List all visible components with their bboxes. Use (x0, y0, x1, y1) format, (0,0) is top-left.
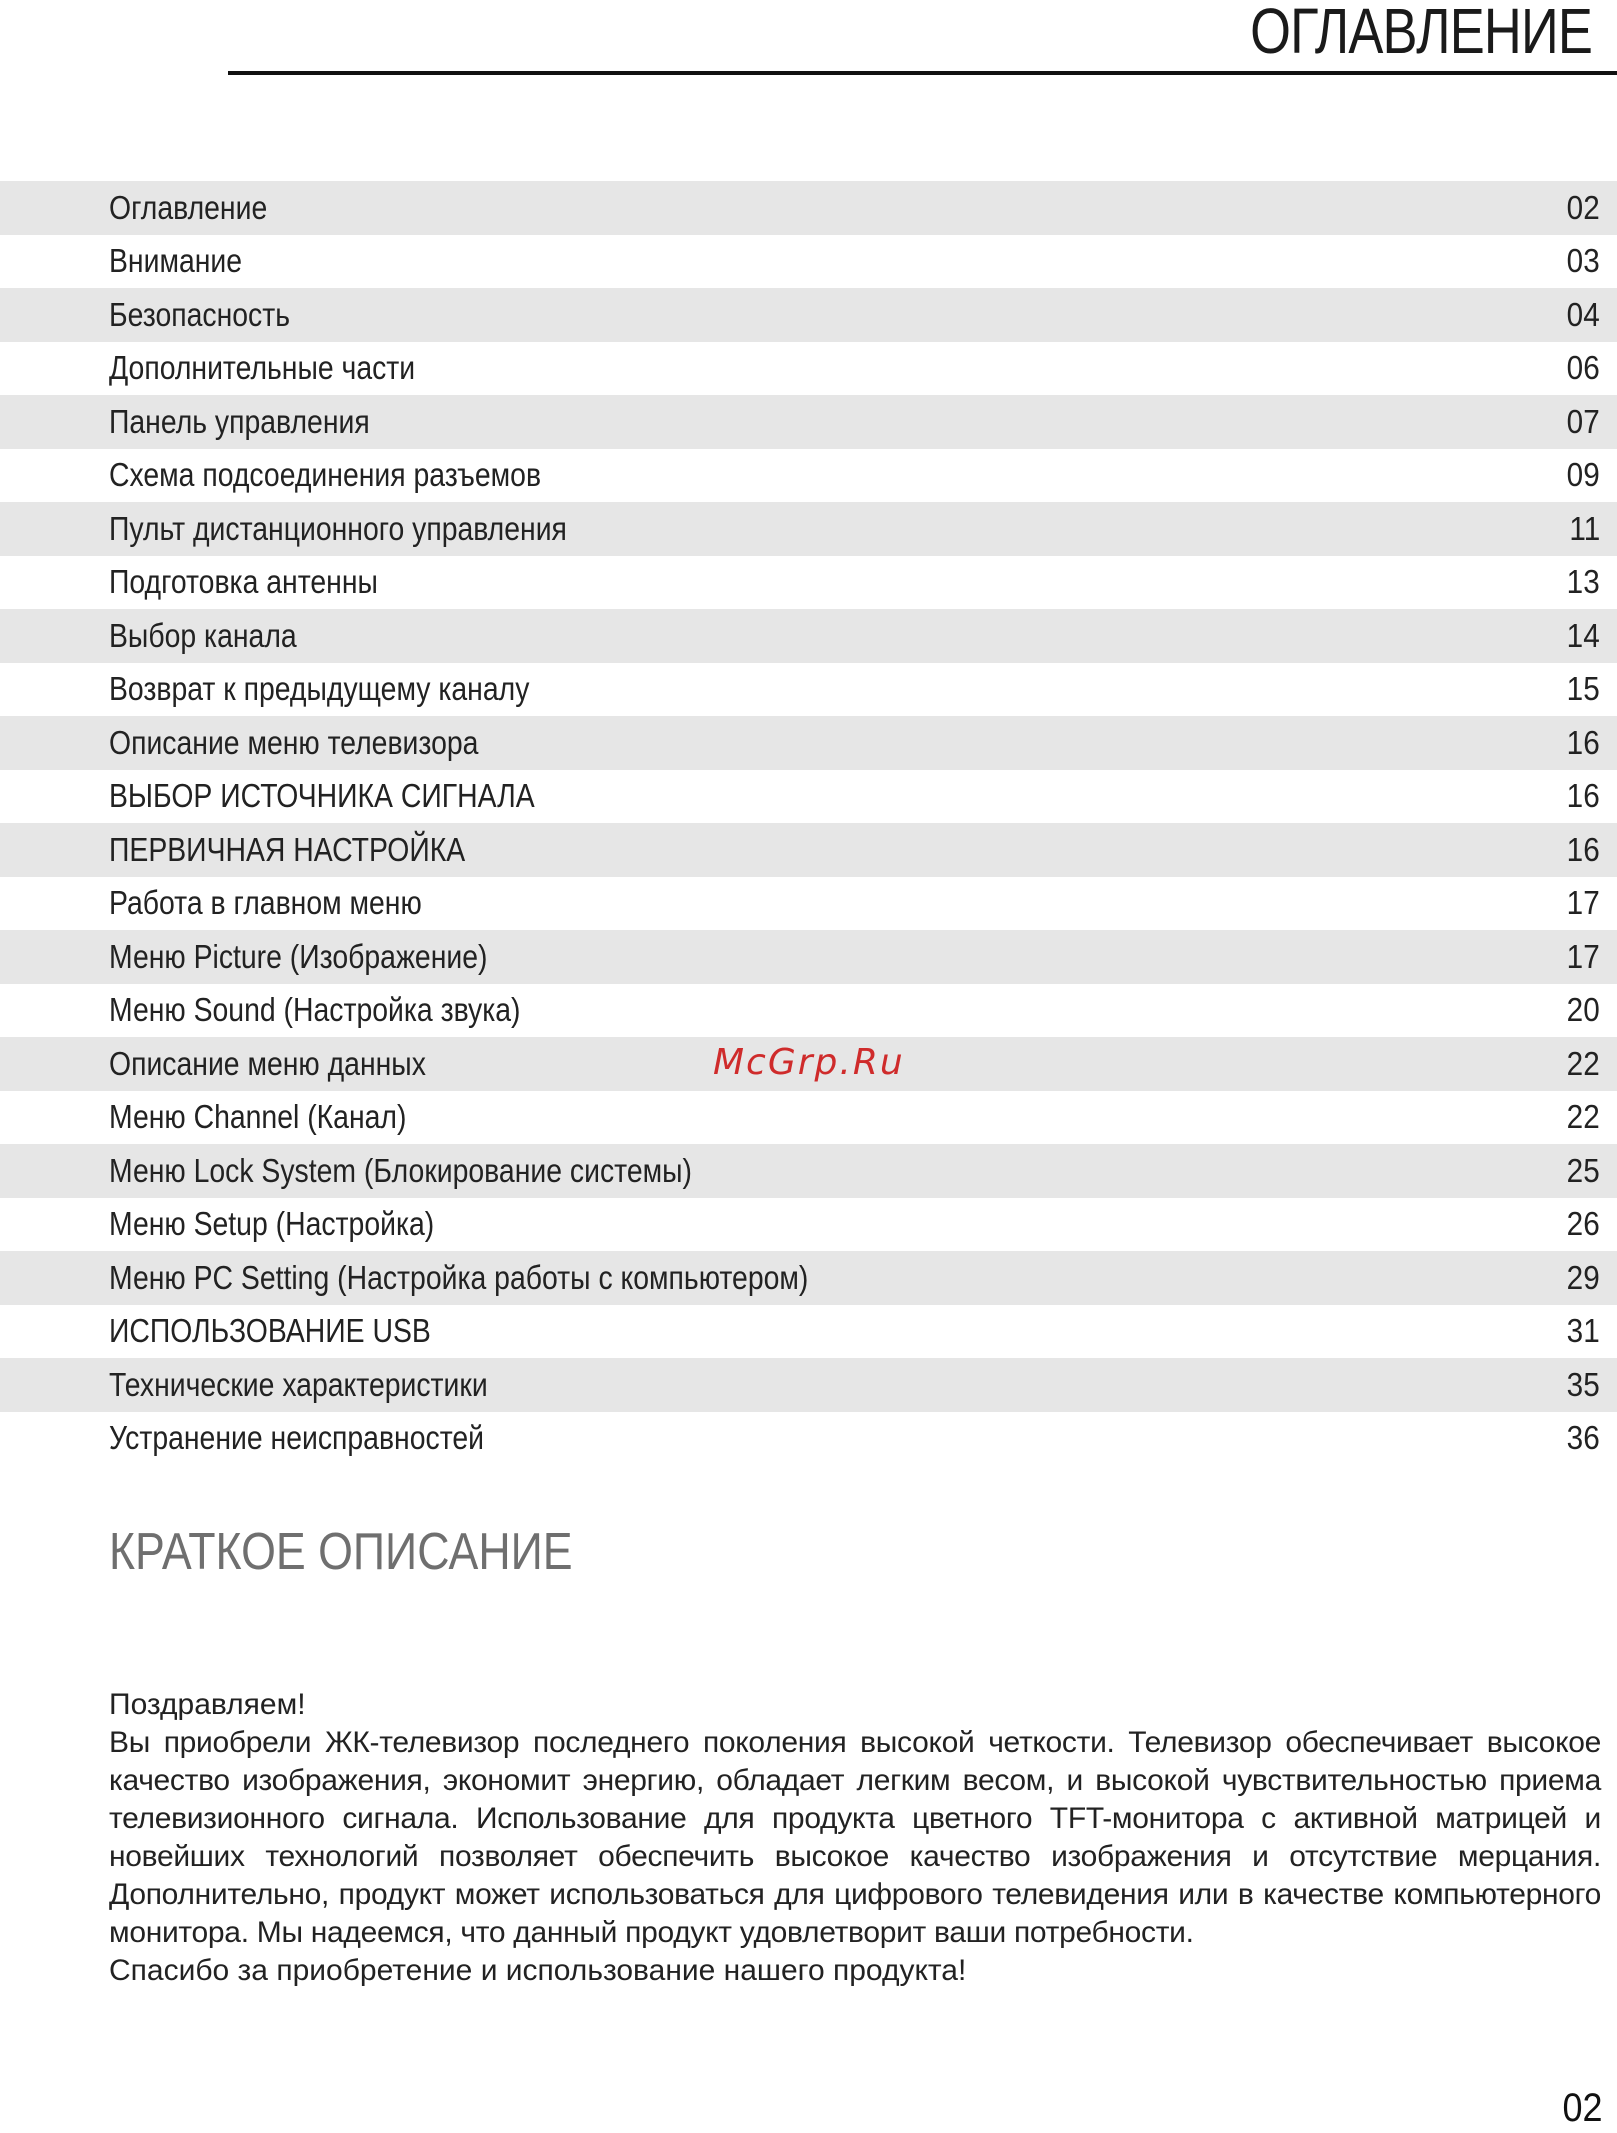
watermark-logo: McGrp.Ru (713, 1042, 905, 1083)
toc-row[interactable] (0, 235, 1617, 289)
section-heading: КРАТКОЕ ОПИСАНИЕ (109, 1523, 573, 1581)
toc-item-page: 36 (1566, 1419, 1600, 1457)
toc-item-page: 11 (1569, 509, 1600, 547)
toc-item-label: Меню Picture (Изображение) (109, 937, 488, 975)
toc-item-page: 06 (1566, 349, 1600, 387)
toc-item-page: 04 (1566, 295, 1600, 333)
toc-item-label: Безопасность (109, 295, 291, 333)
toc-item-page: 22 (1566, 1098, 1600, 1136)
toc-row[interactable] (0, 1144, 1617, 1198)
toc-row[interactable] (0, 1412, 1617, 1466)
page-number: 02 (1561, 2086, 1602, 2130)
toc-item-label: Технические характеристики (109, 1365, 488, 1403)
toc-item-page: 22 (1566, 1044, 1600, 1082)
toc-row[interactable] (0, 877, 1617, 931)
intro-text (109, 1686, 1601, 1990)
toc-item-label: Устранение неисправностей (109, 1419, 485, 1457)
toc-item-page: 29 (1566, 1258, 1600, 1296)
thanks-line: Спасибо за приобретение и использование нашего продукта! (109, 1954, 967, 1987)
toc-item-page: 31 (1566, 1312, 1600, 1350)
toc-row[interactable] (0, 181, 1617, 235)
toc-item-label: Описание меню телевизора (109, 723, 479, 761)
toc-item-page: 16 (1566, 830, 1600, 868)
table-of-contents (0, 181, 1617, 1465)
intro-paragraph: Вы приобрели ЖК-телевизор последнего поколения высокой четкости. Телевизор обеспечивает высокое качество изображения, экономит энергию, обладает легким весом, и высокой чувствительностью приема телевизионного сигнала. Использование для продукта цветного TFT-монитора с активной матрицей и новейших технологий позволяет обеспечить высокое качество изображения и отсутствие мерцания. Дополнительно, продукт может использоваться для цифрового телевидения или в качестве компьютерного монитора. Мы надеемся, что данный продукт удовлетворит ваши потребности. (109, 1726, 1601, 1949)
toc-item-page: 14 (1566, 616, 1600, 654)
toc-row[interactable] (0, 984, 1617, 1038)
toc-item-page: 17 (1566, 937, 1600, 975)
toc-item-label: Оглавление (109, 188, 268, 226)
page-title: ОГЛАВЛЕНИЕ (1249, 0, 1592, 67)
toc-item-label: ВЫБОР ИСТОЧНИКА СИГНАЛА (109, 777, 535, 815)
toc-item-page: 26 (1566, 1205, 1600, 1243)
toc-item-page: 03 (1566, 242, 1600, 280)
toc-row[interactable] (0, 823, 1617, 877)
toc-item-page: 16 (1566, 777, 1600, 815)
toc-row[interactable] (0, 342, 1617, 396)
toc-item-label: Работа в главном меню (109, 884, 422, 922)
toc-item-page: 25 (1566, 1151, 1600, 1189)
toc-item-page: 35 (1566, 1365, 1600, 1403)
toc-row[interactable] (0, 1358, 1617, 1412)
toc-item-label: Меню Channel (Канал) (109, 1098, 407, 1136)
toc-row[interactable] (0, 1091, 1617, 1145)
toc-item-label: Дополнительные части (109, 349, 416, 387)
toc-row[interactable] (0, 288, 1617, 342)
toc-item-page: 16 (1566, 723, 1600, 761)
toc-item-label: Возврат к предыдущему каналу (109, 670, 530, 708)
toc-item-label: Меню Setup (Настройка) (109, 1205, 435, 1243)
toc-item-label: Пульт дистанционного управления (109, 509, 567, 547)
toc-item-label: Описание меню данных (109, 1044, 426, 1082)
toc-row[interactable] (0, 502, 1617, 556)
toc-item-label: Выбор канала (109, 616, 297, 654)
toc-row[interactable] (0, 716, 1617, 770)
toc-item-page: 15 (1566, 670, 1600, 708)
toc-item-page: 17 (1566, 884, 1600, 922)
toc-row[interactable] (0, 930, 1617, 984)
toc-item-label: Схема подсоединения разъемов (109, 456, 542, 494)
toc-item-label: Панель управления (109, 402, 370, 440)
toc-item-label: ИСПОЛЬЗОВАНИЕ USB (109, 1312, 431, 1350)
toc-row[interactable] (0, 1198, 1617, 1252)
toc-item-page: 02 (1566, 188, 1600, 226)
toc-row[interactable] (0, 556, 1617, 610)
toc-item-page: 20 (1566, 991, 1600, 1029)
toc-item-page: 09 (1566, 456, 1600, 494)
toc-item-label: Меню PC Setting (Настройка работы с компьютером) (109, 1258, 809, 1296)
toc-item-label: Меню Sound (Настройка звука) (109, 991, 521, 1029)
toc-item-page: 13 (1566, 563, 1600, 601)
toc-item-label: Внимание (109, 242, 243, 280)
toc-row[interactable] (0, 1305, 1617, 1359)
toc-row[interactable] (0, 663, 1617, 717)
title-rule (228, 71, 1617, 75)
toc-item-label: ПЕРВИЧНАЯ НАСТРОЙКА (109, 830, 466, 868)
toc-row[interactable] (0, 770, 1617, 824)
toc-item-page: 07 (1566, 402, 1600, 440)
toc-row[interactable] (0, 449, 1617, 503)
toc-item-label: Подготовка антенны (109, 563, 378, 601)
toc-row[interactable] (0, 609, 1617, 663)
toc-row[interactable] (0, 395, 1617, 449)
toc-item-label: Меню Lock System (Блокирование системы) (109, 1151, 692, 1189)
toc-row[interactable] (0, 1251, 1617, 1305)
greeting: Поздравляем! (109, 1688, 306, 1721)
